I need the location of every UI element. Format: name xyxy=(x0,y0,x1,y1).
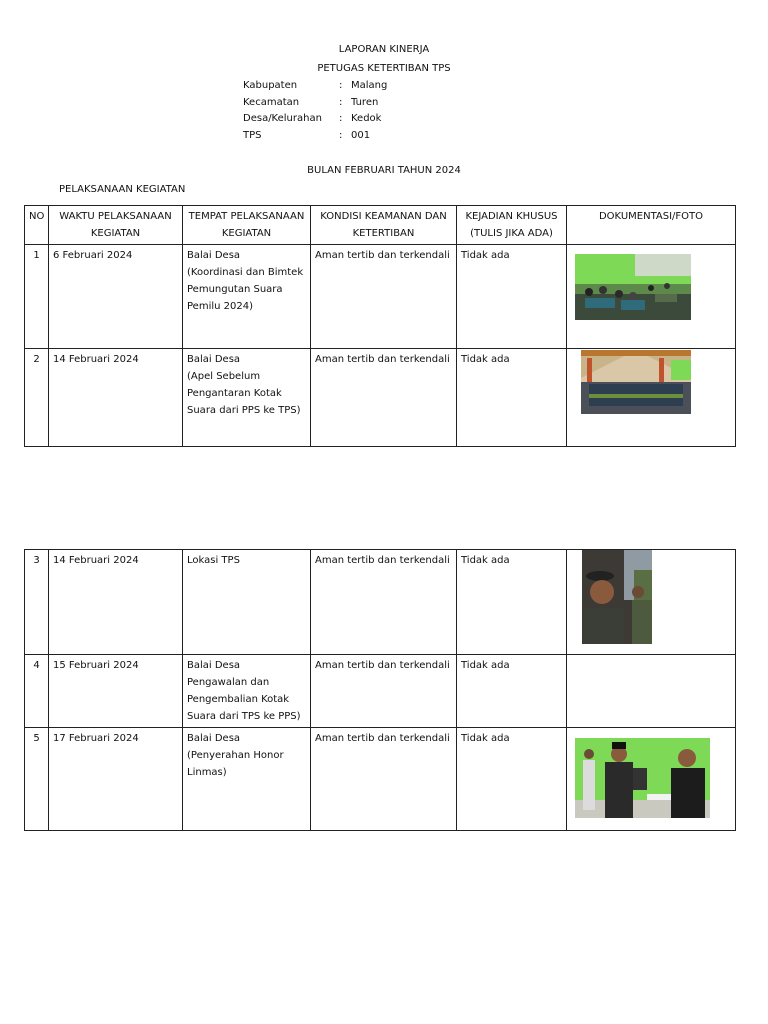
cell-foto xyxy=(567,349,736,447)
cell-tempat: Balai Desa Pengawalan dan Pengembalian Kotak Suara dari TPS ke PPS) xyxy=(183,655,311,728)
table-header-row xyxy=(25,206,736,245)
cell-kejadian: Tidak ada xyxy=(457,655,567,728)
meta-label: TPS xyxy=(243,130,262,141)
cell-kondisi: Aman tertib dan terkendali xyxy=(311,728,457,831)
meta-colon: : xyxy=(339,80,343,91)
cell-no: 1 xyxy=(25,245,49,349)
meta-value: Turen xyxy=(351,97,379,108)
meta-value: Malang xyxy=(351,80,388,91)
cell-kejadian: Tidak ada xyxy=(457,728,567,831)
cell-kejadian: Tidak ada xyxy=(457,349,567,447)
header-dokumentasi: DOKUMENTASI/FOTO xyxy=(567,206,736,245)
cell-no: 3 xyxy=(25,550,49,655)
cell-no: 4 xyxy=(25,655,49,728)
activity-table-part2 xyxy=(24,549,736,831)
cell-waktu: 14 Februari 2024 xyxy=(49,349,183,447)
report-title-line2: PETUGAS KETERTIBAN TPS xyxy=(317,63,451,74)
meta-label: Desa/Kelurahan xyxy=(243,113,322,124)
cell-waktu: 17 Februari 2024 xyxy=(49,728,183,831)
meta-label: Kabupaten xyxy=(243,80,298,91)
cell-foto xyxy=(567,245,736,349)
cell-foto xyxy=(567,728,736,831)
photo-officer-portrait xyxy=(582,550,652,644)
cell-foto xyxy=(567,550,736,655)
header-kondisi: KONDISI KEAMANAN DAN KETERTIBAN xyxy=(311,206,457,245)
photo-assembly-hall xyxy=(581,350,691,414)
cell-tempat: Balai Desa (Koordinasi dan Bimtek Pemungutan Suara Pemilu 2024) xyxy=(183,245,311,349)
meta-value: 001 xyxy=(351,130,371,141)
cell-tempat: Balai Desa (Penyerahan Honor Linmas) xyxy=(183,728,311,831)
cell-foto-empty xyxy=(567,655,736,728)
report-title-line1: LAPORAN KINERJA xyxy=(338,44,430,55)
cell-waktu: 15 Februari 2024 xyxy=(49,655,183,728)
cell-waktu: 6 Februari 2024 xyxy=(49,245,183,349)
meta-label: Kecamatan xyxy=(243,97,300,108)
table-row xyxy=(25,655,736,728)
section-title: PELAKSANAAN KEGIATAN xyxy=(59,184,186,195)
meta-colon: : xyxy=(339,130,343,141)
meta-colon: : xyxy=(339,113,343,124)
report-period: BULAN FEBRUARI TAHUN 2024 xyxy=(307,165,461,176)
cell-no: 5 xyxy=(25,728,49,831)
cell-tempat: Balai Desa (Apel Sebelum Pengantaran Kotak Suara dari PPS ke TPS) xyxy=(183,349,311,447)
header-waktu: WAKTU PELAKSANAAN KEGIATAN xyxy=(49,206,183,245)
header-tempat: TEMPAT PELAKSANAAN KEGIATAN xyxy=(183,206,311,245)
table-row xyxy=(25,728,736,831)
meta-colon: : xyxy=(339,97,343,108)
header-kejadian: KEJADIAN KHUSUS (TULIS JIKA ADA) xyxy=(457,206,567,245)
cell-tempat: Lokasi TPS xyxy=(183,550,311,655)
meta-value: Kedok xyxy=(351,113,382,124)
cell-kejadian: Tidak ada xyxy=(457,245,567,349)
photo-meeting-green-hall xyxy=(575,254,691,320)
activity-table-part1 xyxy=(24,205,736,447)
photo-handover-green-wall xyxy=(575,738,710,818)
cell-kondisi: Aman tertib dan terkendali xyxy=(311,349,457,447)
table-row xyxy=(25,245,736,349)
cell-kondisi: Aman tertib dan terkendali xyxy=(311,550,457,655)
header-no: NO xyxy=(25,206,49,245)
cell-no: 2 xyxy=(25,349,49,447)
cell-kondisi: Aman tertib dan terkendali xyxy=(311,245,457,349)
cell-kejadian: Tidak ada xyxy=(457,550,567,655)
cell-waktu: 14 Februari 2024 xyxy=(49,550,183,655)
table-row xyxy=(25,349,736,447)
cell-kondisi: Aman tertib dan terkendali xyxy=(311,655,457,728)
table-row xyxy=(25,550,736,655)
